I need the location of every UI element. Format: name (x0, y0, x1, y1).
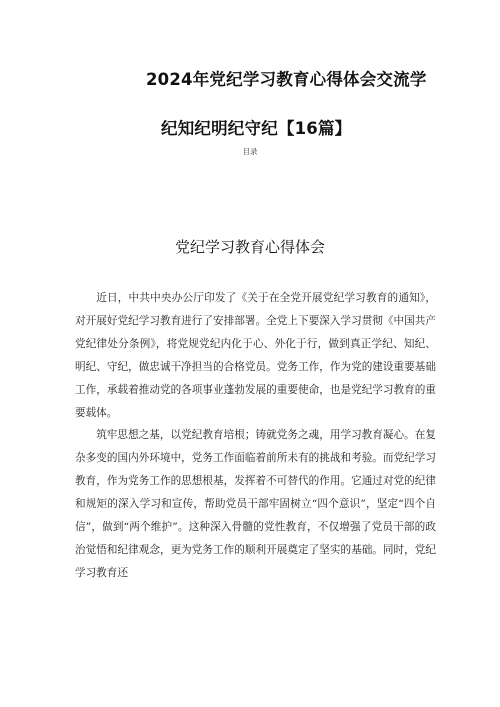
body-text (75, 287, 436, 585)
document-title-line-2: 纪知纪明纪守纪【16篇】 (161, 119, 352, 138)
paragraph-1: 近日，中共中央办公厅印发了《关于在全党开展党纪学习教育的通知》，对开展好党纪学习教育进行了安排部署。全党上下要深入学习贯彻《中国共产党纪律处分条例》，将党规党纪内化于心、外化于行，做到真正学纪、知纪、明纪、守纪，做忠诚干净担当的合格党员。党务工作，作为党的建设重要基础工作，承载着推动党的各项事业蓬勃发展的重要使命，也是党纪学习教育的重要载体。 (75, 292, 436, 419)
table-of-contents-label: 目录 (242, 147, 258, 156)
section-heading: 党纪学习教育心得体会 (174, 238, 325, 256)
document-title-line-1: 2024年党纪学习教育心得体会交流学 (146, 70, 427, 89)
paragraph-2: 筑牢思想之基，以党纪教育培根；铸就党务之魂，用学习教育凝心。在复杂多变的国内外环境中，党务工作面临着前所未有的挑战和考验。而党纪学习教育，作为党务工作的思想根基，发挥着不可替代的作用。它通过对党的纪律和规矩的深入学习和宣传，帮助党员干部牢固树立“四个意识”，坚定“四个自信”，做到“两个维护”。这种深入骨髓的党性教育，不仅增强了党员干部的政治觉悟和纪律观念，更为党务工作的顺利开展奠定了坚实的基础。同时，党纪学习教育还 (75, 429, 436, 579)
